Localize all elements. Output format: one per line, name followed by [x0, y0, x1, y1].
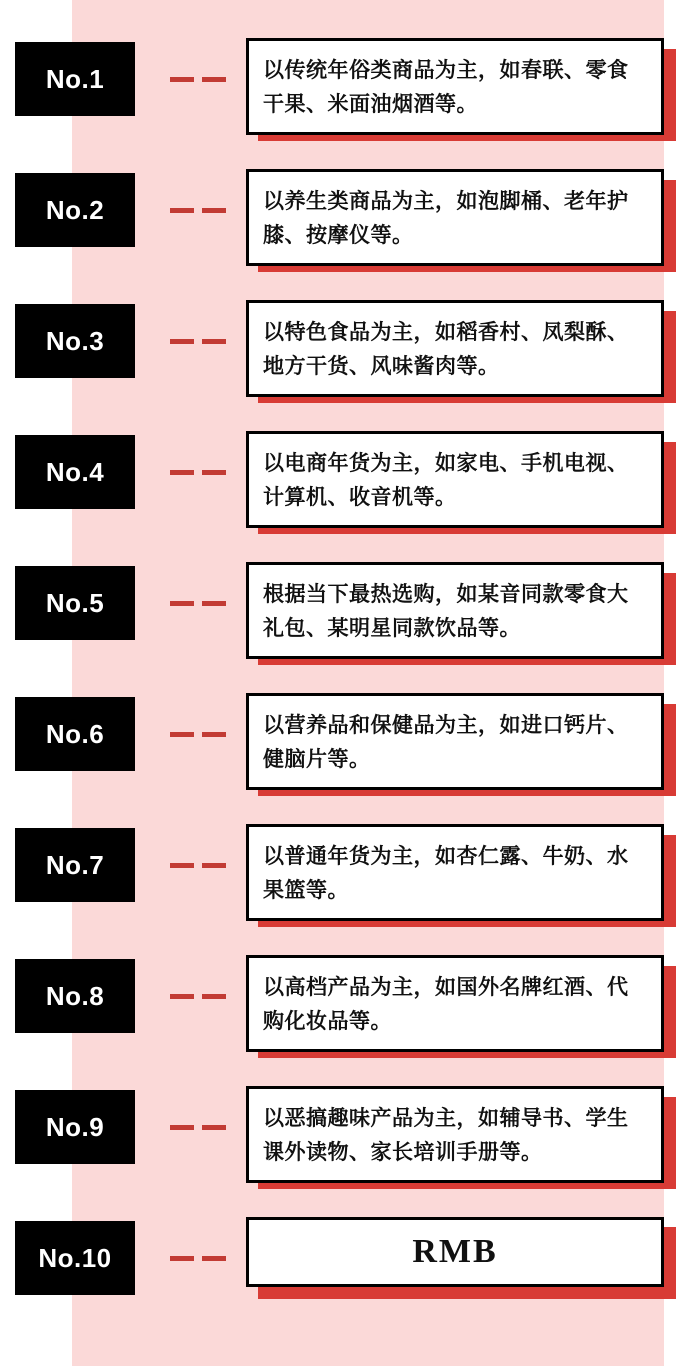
rank-chip-wrapper [0, 1215, 150, 1295]
description-text: 以养生类商品为主，如泡脚桶、老年护膝、按摩仪等。 [263, 190, 629, 247]
connector [150, 36, 246, 122]
rank-chip: No.10 [15, 1221, 135, 1295]
rank-chip: No.3 [15, 304, 135, 378]
description-text: 以营养品和保健品为主，如进口钙片、健脑片等。 [263, 714, 629, 771]
description-card [246, 562, 664, 659]
rank-chip: No.6 [15, 697, 135, 771]
description-card-wrapper [246, 691, 700, 790]
list-item [0, 691, 700, 807]
rank-chip: No.2 [15, 173, 135, 247]
connector [150, 167, 246, 253]
rank-chip-wrapper [0, 167, 150, 247]
connector [150, 691, 246, 777]
connector [150, 1215, 246, 1301]
description-text: RMB [412, 1233, 498, 1270]
rank-chip-wrapper [0, 691, 150, 771]
description-card [246, 1217, 664, 1287]
list-item [0, 560, 700, 676]
description-text: 以特色食品为主，如稻香村、凤梨酥、地方干货、风味酱肉等。 [263, 321, 629, 378]
description-text: 以普通年货为主，如杏仁露、牛奶、水果篮等。 [263, 845, 629, 902]
rank-chip-wrapper [0, 560, 150, 640]
rank-chip-wrapper [0, 298, 150, 378]
description-card [246, 431, 664, 528]
description-card-wrapper [246, 429, 700, 528]
connector [150, 822, 246, 908]
rank-chip-wrapper [0, 1084, 150, 1164]
dash-icon [170, 994, 226, 999]
description-card [246, 693, 664, 790]
rank-chip-wrapper [0, 36, 150, 116]
description-card [246, 1086, 664, 1183]
description-card-wrapper [246, 36, 700, 135]
list-item [0, 953, 700, 1069]
connector [150, 953, 246, 1039]
dash-icon [170, 601, 226, 606]
connector [150, 1084, 246, 1170]
description-card-wrapper [246, 822, 700, 921]
description-text: 以高档产品为主，如国外名牌红酒、代购化妆品等。 [263, 976, 629, 1033]
description-card-wrapper [246, 1084, 700, 1183]
dash-icon [170, 1125, 226, 1130]
connector [150, 560, 246, 646]
rank-chip-wrapper [0, 822, 150, 902]
description-text: 根据当下最热选购，如某音同款零食大礼包、某明星同款饮品等。 [263, 583, 629, 640]
description-card-wrapper [246, 560, 700, 659]
list-item [0, 298, 700, 414]
list-item [0, 1084, 700, 1200]
description-card-wrapper [246, 953, 700, 1052]
list-item [0, 36, 700, 152]
dash-icon [170, 208, 226, 213]
description-card [246, 955, 664, 1052]
dash-icon [170, 470, 226, 475]
connector [150, 298, 246, 384]
dash-icon [170, 732, 226, 737]
connector [150, 429, 246, 515]
description-card [246, 824, 664, 921]
dash-icon [170, 77, 226, 82]
description-text: 以电商年货为主，如家电、手机电视、计算机、收音机等。 [263, 452, 629, 509]
description-card [246, 38, 664, 135]
rank-chip-wrapper [0, 429, 150, 509]
rank-chip: No.1 [15, 42, 135, 116]
rank-chip: No.5 [15, 566, 135, 640]
rank-chip: No.9 [15, 1090, 135, 1164]
description-card-wrapper [246, 167, 700, 266]
list-item [0, 429, 700, 545]
rank-chip: No.8 [15, 959, 135, 1033]
description-card [246, 300, 664, 397]
dash-icon [170, 339, 226, 344]
rank-chip-wrapper [0, 953, 150, 1033]
description-card [246, 169, 664, 266]
description-text: 以恶搞趣味产品为主，如辅导书、学生课外读物、家长培训手册等。 [263, 1107, 629, 1164]
rank-chip: No.4 [15, 435, 135, 509]
list-item [0, 1215, 700, 1315]
description-card-wrapper [246, 1215, 700, 1287]
rank-chip: No.7 [15, 828, 135, 902]
dash-icon [170, 1256, 226, 1261]
list-item [0, 822, 700, 938]
description-card-wrapper [246, 298, 700, 397]
list-item [0, 167, 700, 283]
dash-icon [170, 863, 226, 868]
description-text: 以传统年俗类商品为主，如春联、零食干果、米面油烟酒等。 [263, 59, 629, 116]
